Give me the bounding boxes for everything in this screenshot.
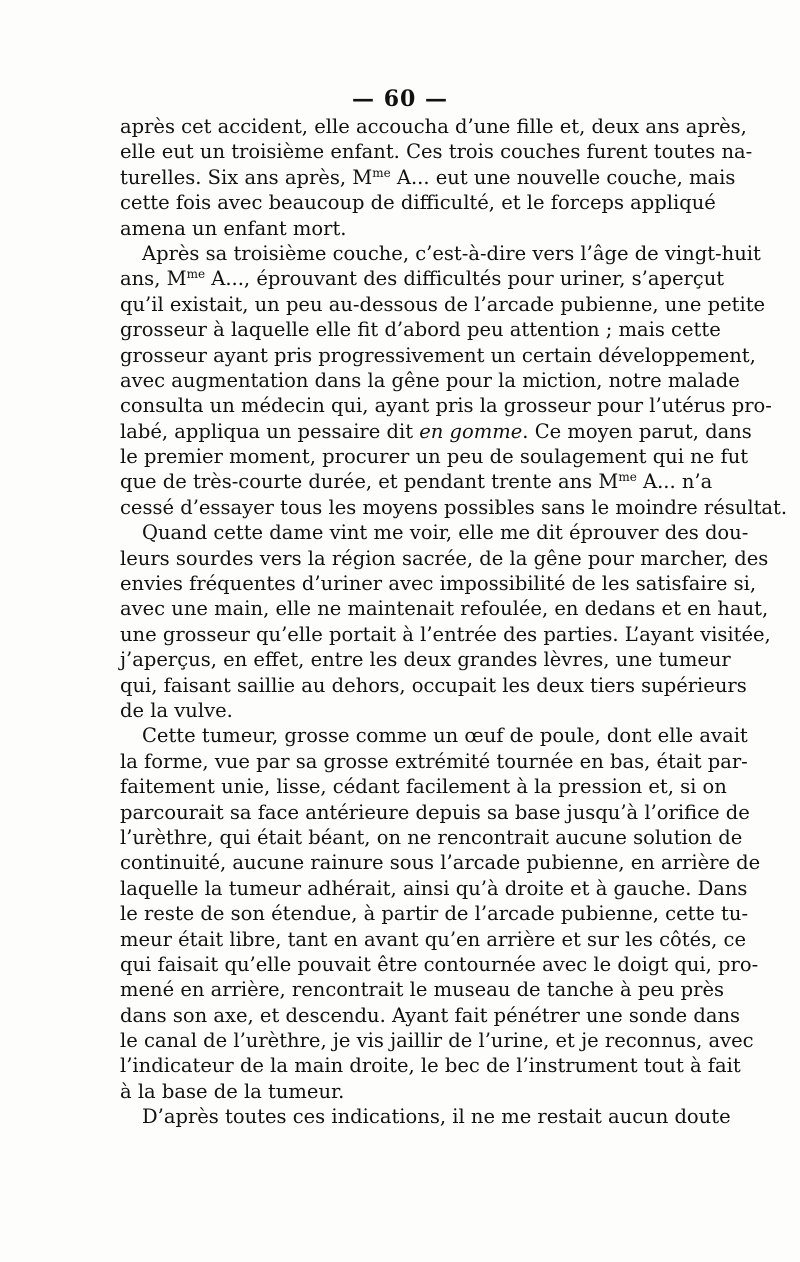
text-line: après cet accident, elle accoucha d’une fille et, deux ans après,: [120, 115, 747, 138]
paragraph: [120, 241, 788, 520]
superscript: me: [372, 165, 391, 180]
superscript: me: [618, 470, 637, 485]
text-line: la forme, vue par sa grosse extrémité tournée en bas, était par-: [120, 749, 748, 773]
text-run: que de très-courte durée, et pendant trente ans M: [120, 470, 619, 494]
body-text: [120, 114, 788, 1130]
text-line: avec une main, elle ne maintenait refoulée, en dedans et en haut,: [120, 597, 769, 621]
text-line: [120, 469, 713, 494]
text-line: grosseur ayant pris progressivement un certain développement,: [120, 343, 756, 367]
text-line: l’indicateur de la main droite, le bec de l’instrument tout à fait: [120, 1054, 741, 1078]
text-line: Quand cette dame vint me voir, elle me dit éprouver des dou-: [142, 521, 749, 545]
text-line: [120, 165, 736, 190]
text-line: cette fois avec beaucoup de difficulté, et le forceps appliqué: [120, 191, 716, 215]
text-line: dans son axe, et descendu. Ayant fait pénétrer une sonde dans: [120, 1003, 741, 1027]
text-line: D’après toutes ces indications, il ne me restait aucun doute: [142, 1105, 731, 1129]
superscript: me: [186, 267, 206, 282]
italic-text: en gomme: [419, 419, 523, 443]
text-line: faitement unie, lisse, cédant facilement à la pression et, si on: [120, 775, 727, 799]
text-line: de la vulve.: [120, 698, 233, 722]
text-line: qui, faisant saillie au dehors, occupait les deux tiers supérieurs: [120, 673, 747, 697]
text-line: amena un enfant mort.: [120, 216, 347, 240]
text-line: grosseur à laquelle elle fit d’abord peu attention ; mais cette: [120, 318, 721, 342]
page-number: — 60 —: [352, 86, 448, 112]
text-line: mené en arrière, rencontrait le museau de tanche à peu près: [120, 978, 724, 1002]
text-run: turelles. Six ans après, M: [120, 165, 373, 189]
text-run: ans, M: [120, 267, 187, 291]
text-run: A... n’a: [636, 470, 713, 494]
text-run: labé, appliqua un pessaire dit: [120, 419, 420, 443]
paragraph: [120, 520, 771, 723]
text-line: Après sa troisième couche, c’est-à-dire vers l’âge de vingt-huit: [142, 241, 761, 265]
text-line: qu’il existait, un peu au-dessous de l’arcade pubienne, une petite: [120, 292, 766, 316]
paragraph: [120, 114, 753, 241]
text-line: j’aperçus, en effet, entre les deux grandes lèvres, une tumeur: [120, 648, 731, 672]
text-line: [120, 419, 752, 444]
text-line: leurs sourdes vers la région sacrée, de la gêne pour marcher, des: [120, 546, 769, 570]
text-line: laquelle la tumeur adhérait, ainsi qu’à droite et à gauche. Dans: [120, 876, 748, 900]
text-run: A... eut une nouvelle couche, mais: [390, 165, 736, 189]
paragraph: [120, 723, 761, 1104]
text-line: le reste de son étendue, à partir de l’arcade pubienne, cette tu-: [120, 902, 749, 926]
text-run: . Ce moyen parut, dans: [522, 419, 752, 443]
text-line: parcourait sa face antérieure depuis sa base jusqu’à l’orifice de: [120, 800, 750, 824]
text-line: continuité, aucune rainure sous l’arcade pubienne, en arrière de: [120, 851, 761, 875]
text-line: elle eut un troisième enfant. Ces trois couches furent toutes na-: [120, 140, 753, 164]
text-line: le premier moment, procurer un peu de soulagement qui ne fut: [120, 445, 749, 469]
text-line: qui faisait qu’elle pouvait être contournée avec le doigt qui, pro-: [120, 952, 759, 976]
paragraph: [120, 1104, 731, 1129]
text-line: à la base de la tumeur.: [120, 1079, 345, 1103]
text-line: consulta un médecin qui, ayant pris la grosseur pour l’utérus pro-: [120, 394, 772, 418]
text-run: A..., éprouvant des difficultés pour uriner, s’aperçut: [205, 267, 725, 291]
text-line: cessé d’essayer tous les moyens possibles sans le moindre résultat.: [120, 495, 788, 519]
text-line: l’urèthre, qui était béant, on ne rencontrait aucune solution de: [120, 825, 743, 849]
text-line: envies fréquentes d’uriner avec impossibilité de les satisfaire si,: [120, 572, 757, 596]
text-line: une grosseur qu’elle portait à l’entrée des parties. L’ayant visitée,: [120, 622, 771, 646]
text-line: Cette tumeur, grosse comme un œuf de poule, dont elle avait: [142, 724, 748, 748]
text-line: meur était libre, tant en avant qu’en arrière et sur les côtés, ce: [120, 927, 746, 951]
text-line: [120, 266, 725, 291]
text-line: le canal de l’urèthre, je vis jaillir de l’urine, et je reconnus, avec: [120, 1029, 754, 1053]
text-line: avec augmentation dans la gêne pour la miction, notre malade: [120, 368, 740, 392]
